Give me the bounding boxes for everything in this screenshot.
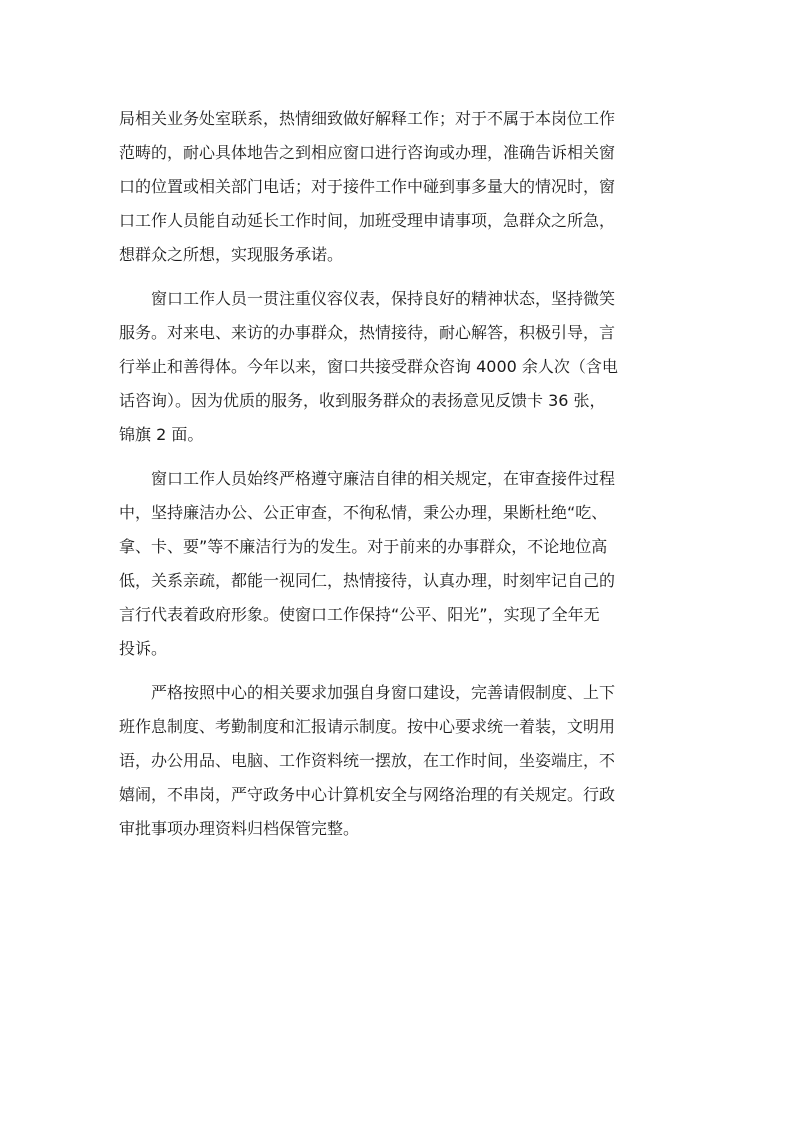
paragraph-line: 想群众之所想，实现服务承诺。: [119, 245, 344, 264]
paragraph-3: [119, 462, 675, 666]
paragraph-line: 拿、卡、要”等不廉洁行为的发生。对于前来的办事群众，不论地位高: [119, 537, 608, 556]
paragraph-line: 口工作人员能自动延长工作时间，加班受理申请事项，急群众之所急，: [119, 211, 616, 230]
paragraph-line: 言行代表着政府形象。使窗口工作保持“公平、阳光”，实现了全年无: [119, 605, 600, 624]
paragraph-line: 锦旗 2 面。: [119, 425, 204, 444]
paragraph-line: 语，办公用品、电脑、工作资料统一摆放，在工作时间，坐姿端庄，不: [119, 751, 616, 770]
paragraph-line: 话咨询）。因为优质的服务，收到服务群众的表扬意见反馈卡 36 张，: [119, 391, 606, 410]
paragraph-line: 服务。对来电、来访的办事群众，热情接待，耐心解答，积极引导，言: [119, 323, 616, 342]
paragraph-4: [119, 676, 675, 846]
paragraph-line: 投诉。: [119, 639, 168, 658]
paragraph-line: 范畴的，耐心具体地告之到相应窗口进行咨询或办理，准确告诉相关窗: [119, 143, 616, 162]
paragraph-line: 中，坚持廉洁办公、公正审查，不徇私情，秉公办理，果断杜绝“吃、: [119, 503, 608, 522]
paragraph-1: [119, 102, 675, 272]
paragraph-line: 窗口工作人员始终严格遵守廉洁自律的相关规定，在审查接件过程: [151, 469, 616, 488]
paragraph-line: 窗口工作人员一贯注重仪容仪表，保持良好的精神状态，坚持微笑: [151, 289, 616, 308]
paragraph-line: 嬉闹，不串岗，严守政务中心计算机安全与网络治理的有关规定。行政: [119, 785, 616, 804]
paragraph-line: 口的位置或相关部门电话；对于接件工作中碰到事多量大的情况时，窗: [119, 177, 616, 196]
paragraph-line: 审批事项办理资料归档保管完整。: [119, 819, 360, 838]
paragraph-line: 局相关业务处室联系，热情细致做好解释工作；对于不属于本岗位工作: [119, 109, 616, 128]
paragraph-line: 班作息制度、考勤制度和汇报请示制度。按中心要求统一着装，文明用: [119, 717, 616, 736]
document-body: [119, 102, 675, 846]
paragraph-line: 低，关系亲疏，都能一视同仁，热情接待，认真办理，时刻牢记自己的: [119, 571, 616, 590]
paragraph-2: [119, 282, 675, 452]
paragraph-line: 严格按照中心的相关要求加强自身窗口建设，完善请假制度、上下: [151, 683, 616, 702]
paragraph-line: 行举止和善得体。今年以来，窗口共接受群众咨询 4000 余人次（含电: [119, 357, 618, 376]
